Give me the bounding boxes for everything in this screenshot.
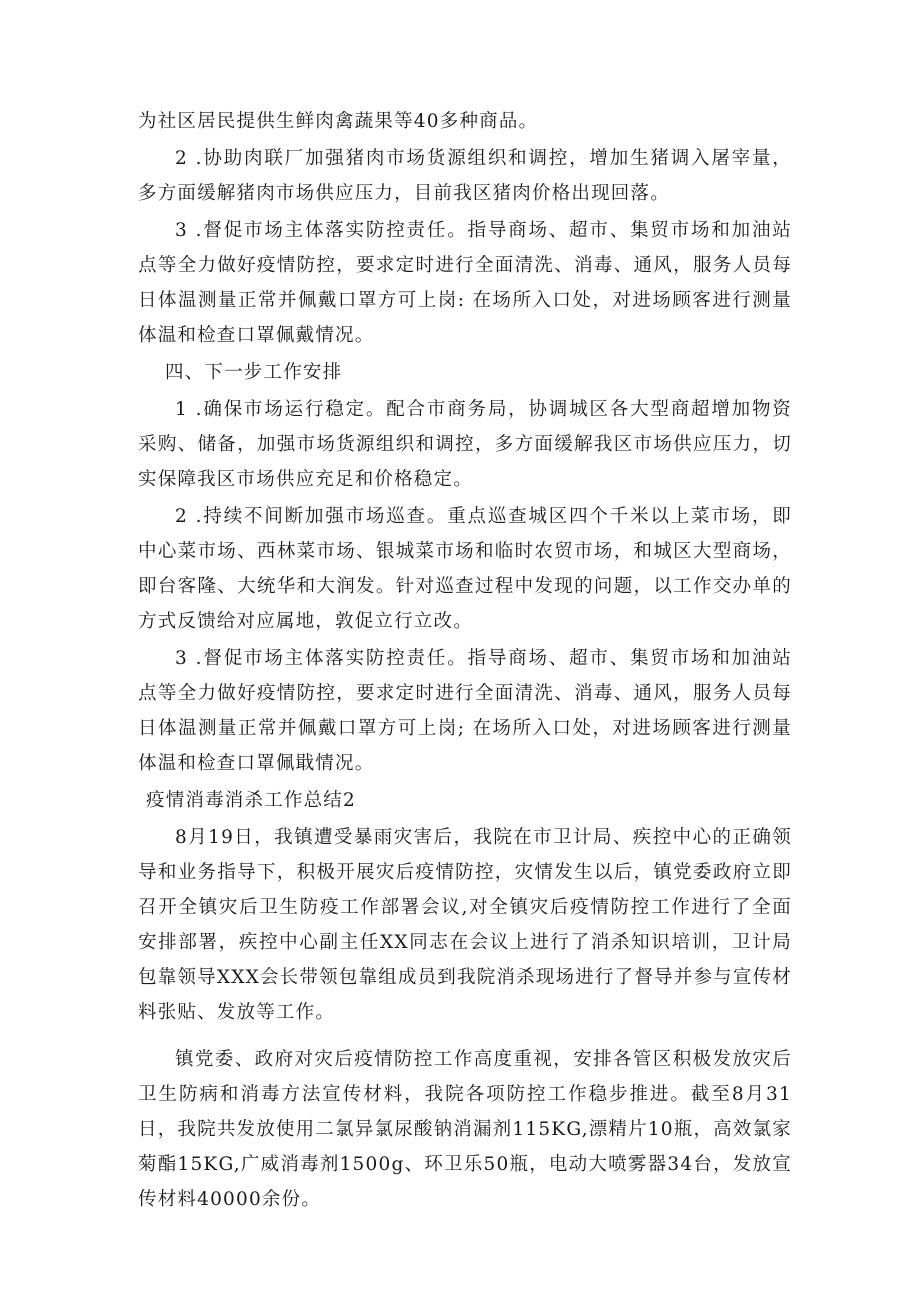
section-heading-next-steps: 四、下一步工作安排 — [165, 362, 343, 383]
paragraph-next-item-2: 2 .持续不间断加强市场巡查。重点巡查城区四个千米以上菜市场，即中心菜市场、西林菜市场、银城菜市场和临时农贸市场，和城区大型商场，即台客隆、大统华和大润发。针对巡查过程中发现的问题，以工作交办单的方式反馈给对应属地，敦促立行立改。 — [138, 506, 792, 632]
paragraph-continuation: 为社区居民提供生鲜肉禽蔬果等40多种商品。 — [138, 111, 539, 132]
paragraph-materials-distributed: 镇党委、政府对灾后疫情防控工作高度重视，安排各管区积极发放灾后卫生防病和消毒方法宣传材料，我院各项防控工作稳步推进。截至8月31日，我院共发放使用二氯异氯尿酸钠消漏剂115KG,漂精片10瓶，高效氯家菊酯15KG,广威消毒剂1500g、环卫乐50瓶，电动大喷雾器34台，发放宣传材料40000余份。 — [138, 1049, 792, 1210]
summary-title-2: 疫情消毒消杀工作总结2 — [146, 790, 356, 811]
paragraph-disaster-response: 8月19日，我镇遭受暴雨灾害后，我院在市卫计局、疾控中心的正确领导和业务指导下，积极开展灾后疫情防控，灾情发生以后，镇党委政府立即召开全镇灾后卫生防疫工作部署会议,对全镇灾后疫情防控工作进行了全面安排部署，疾控中心副主任XX同志在会议上进行了消杀知识培训，卫计局包靠领导XXX会长带领包靠组成员到我院消杀现场进行了督导并参与宣传材料张贴、发放等工作。 — [138, 827, 792, 1023]
paragraph-item-3-market-duty: 3 .督促市场主体落实防控责任。指导商场、超市、集贸市场和加油站点等全力做好疫情防控，要求定时进行全面清洗、消毒、通风，服务人员每日体温测量正常并佩戴口罩方可上岗: 在场所入口处，对进场顾客进行测量体温和检查口罩佩戴情况。 — [138, 220, 792, 346]
paragraph-next-item-3: 3 .督促市场主体落实防控责任。指导商场、超市、集贸市场和加油站点等全力做好疫情防控，要求定时进行全面清洗、消毒、通风，服务人员每日体温测量正常并佩戴口罩方可上岗; 在场所入口处，对进场顾客进行测量体温和检查口罩佩戢情况。 — [138, 648, 792, 774]
paragraph-item-2-meat-supply: 2 .协助肉联厂加强猪肉市场货源组织和调控，增加生猪调入屠宰量，多方面缓解猪肉市场供应压力，目前我区猪肉价格出现回落。 — [138, 148, 792, 204]
paragraph-next-item-1: 1 .确保市场运行稳定。配合市商务局，协调城区各大型商超增加物资采购、储备，加强市场货源组织和调控，多方面缓解我区市场供应压力，切实保障我区市场供应充足和价格稳定。 — [138, 399, 792, 490]
